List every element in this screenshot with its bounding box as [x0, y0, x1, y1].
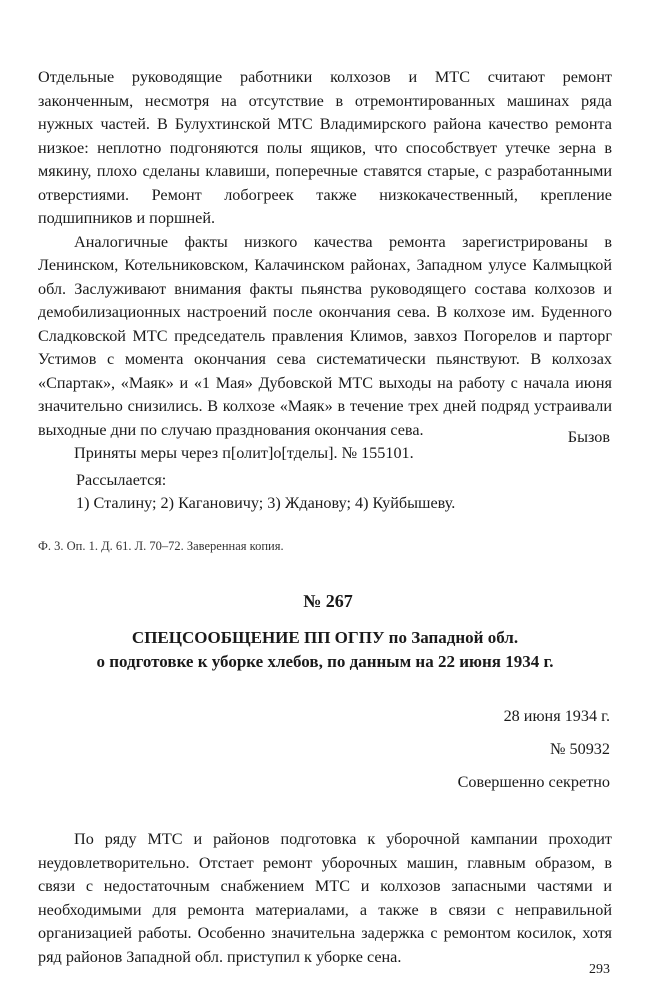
text-block-top: [38, 66, 612, 466]
document-title: [38, 626, 612, 674]
paragraph-harvest-preparation: По ряду МТС и районов подготовка к уборочной кампании проходит неудовлетворительно. Отстает ремонт уборочных машин, главным образом, в связи с недостаточным снабжением МТС и колхозов запасными частями и необходимыми для ремонта материалами, а также в связи с неправильной организацией работы. Особенно значительна задержка с ремонтом косилок, хотя ряд районов Западной обл. приступил к уборке сена.: [38, 830, 612, 966]
signature: Бызов: [567, 428, 610, 446]
distribution-recipients: 1) Сталину; 2) Кагановичу; 3) Жданову; 4) Куйбышеву.: [76, 494, 456, 512]
distribution-label: Рассылается:: [76, 471, 167, 489]
document-reg-number: № 50932: [550, 740, 610, 758]
paragraph-similar-facts: Аналогичные факты низкого качества ремонта зарегистрированы в Ленинском, Котельниковском, Калачинском районах, Западном улусе Калмыцкой обл. Заслуживают внимания факты пьянства руководящего состава колхозов и демобилизационных настроений после окончания сева. В колхозе им. Буденного Сладковской МТС председатель правления Климов, завхоз Погорелов и парторг Устимов с момента окончания сева систематически пьянствуют. В колхозах «Спартак», «Маяк» и «1 Мая» Дубовской МТС выходы на работу с начала июня значительно снизились. В колхозе «Маяк» в течение трех дней подряд устраивали выходные дни по случаю празднования окончания сева.: [38, 232, 612, 439]
distribution-list: [76, 469, 455, 515]
classification-label: Совершенно секретно: [457, 773, 610, 791]
text-block-bottom: [38, 828, 612, 969]
paragraph-measures: Приняты меры через п[олит]о[тделы]. № 155101.: [74, 444, 414, 462]
page-number: 293: [589, 962, 610, 977]
document-title-line2: о подготовке к уборке хлебов, по данным на 22 июня 1934 г.: [96, 652, 554, 671]
document-date: 28 июня 1934 г.: [503, 707, 610, 725]
archive-reference: Ф. 3. Оп. 1. Д. 61. Л. 70–72. Заверенная копия.: [38, 539, 284, 553]
paragraph-repair-quality: Отдельные руководящие работники колхозов и МТС считают ремонт законченным, несмотря на отсутствие в отремонтированных машинах ряда нужных частей. В Булухтинской МТС Владимирского района качество ремонта низкое: неплотно подгоняются полы ящиков, что способствует утечке зерна в мякину, плохо сделаны клавиши, поперечные ставятся старые, с разработанными отверстиями. Ремонт лобогреек также низкокачественный, крепление подшипников и поршней.: [38, 68, 612, 227]
document-title-line1: СПЕЦСООБЩЕНИЕ ПП ОГПУ по Западной обл.: [131, 628, 519, 647]
document-number: № 267: [303, 591, 353, 611]
